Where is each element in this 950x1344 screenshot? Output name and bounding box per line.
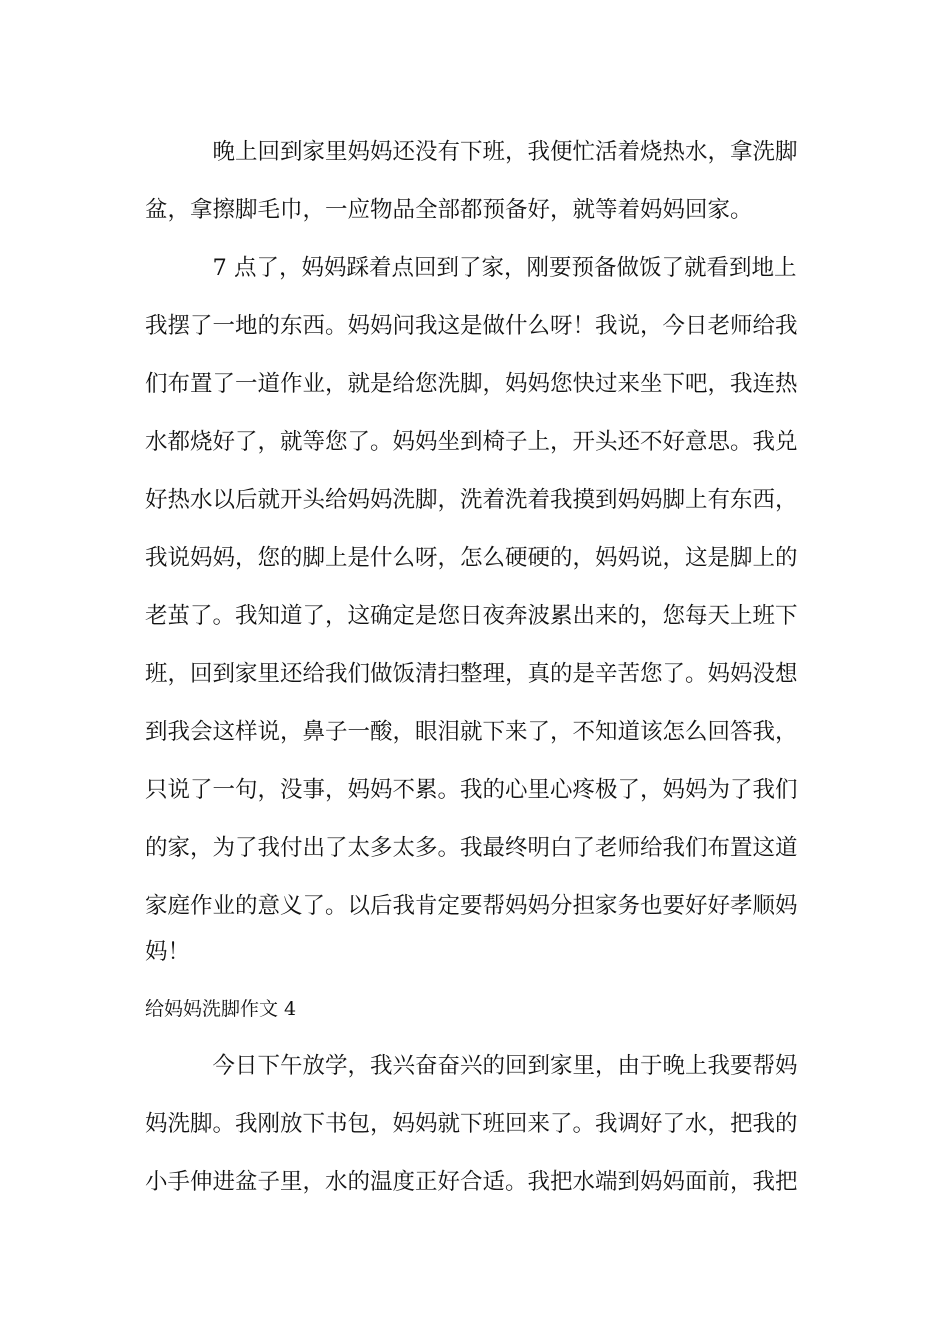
- paragraph-2-line-5: 好热水以后就开头给妈妈洗脚，洗着洗着我摸到妈妈脚上有东西，: [145, 487, 798, 513]
- paragraph-2-line-3: 们布置了一道作业，就是给您洗脚，妈妈您快过来坐下吧，我连热: [145, 371, 798, 397]
- paragraph-2-line-7: 老茧了。我知道了，这确定是您日夜奔波累出来的，您每天上班下: [145, 603, 798, 629]
- paragraph-3-line-1: 今日下午放学，我兴奋奋兴的回到家里，由于晚上我要帮妈: [145, 1053, 798, 1079]
- paragraph-2-line-2: 我摆了一地的东西。妈妈问我这是做什么呀！我说，今日老师给我: [145, 313, 798, 339]
- paragraph-2-line-11: 的家，为了我付出了太多太多。我最终明白了老师给我们布置这道: [145, 835, 798, 861]
- paragraph-3-line-2: 妈洗脚。我刚放下书包，妈妈就下班回来了。我调好了水，把我的: [145, 1111, 798, 1137]
- paragraph-3-line-3: 小手伸进盆子里，水的温度正好合适。我把水端到妈妈面前，我把: [145, 1169, 798, 1195]
- paragraph-2-line-4: 水都烧好了，就等您了。妈妈坐到椅子上，开头还不好意思。我兑: [145, 429, 798, 455]
- paragraph-2-line-1: 7 点了，妈妈踩着点回到了家，刚要预备做饭了就看到地上: [145, 255, 797, 281]
- paragraph-2-line-12: 家庭作业的意义了。以后我肯定要帮妈妈分担家务也要好好孝顺妈: [145, 893, 798, 919]
- paragraph-1-line-1: 晚上回到家里妈妈还没有下班，我便忙活着烧热水，拿洗脚: [145, 139, 798, 165]
- paragraph-2-line-9: 到我会这样说，鼻子一酸，眼泪就下来了，不知道该怎么回答我，: [145, 719, 798, 745]
- paragraph-2-line-10: 只说了一句，没事，妈妈不累。我的心里心疼极了，妈妈为了我们: [145, 777, 798, 803]
- paragraph-2-line-8: 班，回到家里还给我们做饭清扫整理，真的是辛苦您了。妈妈没想: [145, 661, 798, 687]
- paragraph-1-line-2: 盆，拿擦脚毛巾，一应物品全部都预备好，就等着妈妈回家。: [145, 197, 753, 223]
- section-heading: 给妈妈洗脚作文 4: [145, 998, 297, 1020]
- paragraph-2-line-13: 妈！: [145, 939, 191, 965]
- paragraph-2-line-6: 我说妈妈，您的脚上是什么呀，怎么硬硬的，妈妈说，这是脚上的: [145, 545, 798, 571]
